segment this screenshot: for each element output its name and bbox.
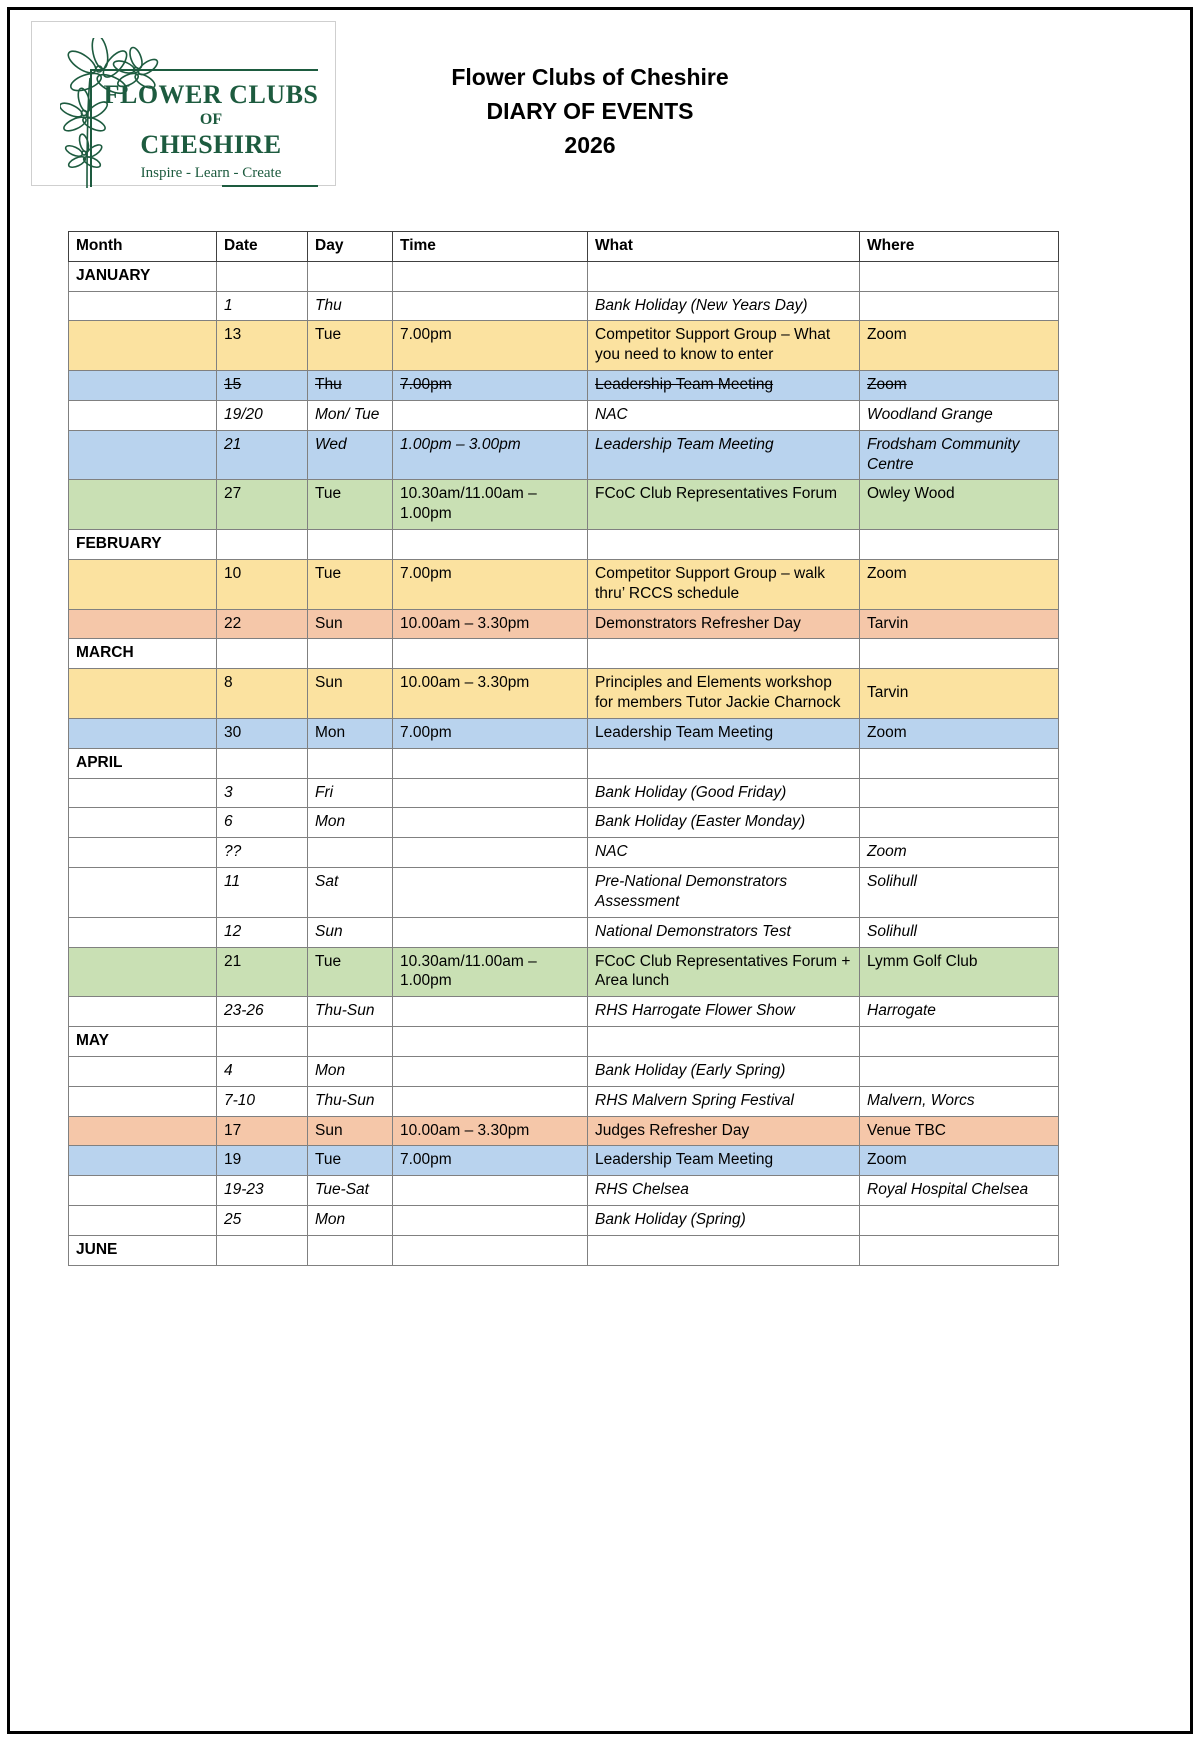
cell-day: Mon [308, 718, 393, 748]
cell-time: 7.00pm [393, 321, 588, 371]
cell-time [393, 917, 588, 947]
cell-time: 7.00pm [393, 371, 588, 401]
cell-what [588, 1027, 860, 1057]
cell-where: Royal Hospital Chelsea [860, 1176, 1059, 1206]
cell-date: 17 [217, 1116, 308, 1146]
cell-date: 13 [217, 321, 308, 371]
cell-what: Bank Holiday (New Years Day) [588, 291, 860, 321]
cell-time [393, 808, 588, 838]
cell-what: NAC [588, 838, 860, 868]
cell-where [860, 530, 1059, 560]
cell-month [69, 838, 217, 868]
table-row [69, 1176, 1059, 1206]
cell-time [393, 868, 588, 918]
cell-time: 7.00pm [393, 1146, 588, 1176]
cell-day: Thu [308, 371, 393, 401]
cell-where [860, 291, 1059, 321]
table-row [69, 838, 1059, 868]
cell-time: 1.00pm – 3.00pm [393, 430, 588, 480]
cell-where: Zoom [860, 718, 1059, 748]
cell-day: Thu-Sun [308, 1086, 393, 1116]
cell-date [217, 530, 308, 560]
cell-where [860, 808, 1059, 838]
cell-day: Sun [308, 1116, 393, 1146]
cell-month [69, 868, 217, 918]
table-row [69, 1056, 1059, 1086]
table-row [69, 291, 1059, 321]
column-header-day: Day [308, 232, 393, 262]
cell-time [393, 1027, 588, 1057]
logo-line-2: OF [199, 111, 223, 128]
cell-where: Tarvin [860, 609, 1059, 639]
logo-tagline: Inspire - Learn - Create [140, 165, 282, 181]
logo-line-1: FLOWER CLUBS [103, 80, 319, 109]
cell-month: APRIL [69, 748, 217, 778]
cell-time: 7.00pm [393, 559, 588, 609]
cell-what [588, 639, 860, 669]
cell-date: 11 [217, 868, 308, 918]
cell-time [393, 1086, 588, 1116]
table-row [69, 1205, 1059, 1235]
table-row [69, 947, 1059, 997]
cell-day [308, 748, 393, 778]
cell-month [69, 480, 217, 530]
cell-time: 10.00am – 3.30pm [393, 1116, 588, 1146]
cell-date: 19-23 [217, 1176, 308, 1206]
title-line-3: 2026 [564, 132, 616, 158]
cell-where [860, 778, 1059, 808]
cell-month [69, 400, 217, 430]
cell-date: 7-10 [217, 1086, 308, 1116]
cell-time: 7.00pm [393, 718, 588, 748]
cell-time [393, 291, 588, 321]
cell-month [69, 997, 217, 1027]
cell-month: FEBRUARY [69, 530, 217, 560]
cell-what: National Demonstrators Test [588, 917, 860, 947]
cell-time [393, 1056, 588, 1086]
cell-what: Demonstrators Refresher Day [588, 609, 860, 639]
table-row [69, 321, 1059, 371]
cell-what: Leadership Team Meeting [588, 1146, 860, 1176]
cell-time [393, 400, 588, 430]
cell-time [393, 639, 588, 669]
cell-month: JANUARY [69, 261, 217, 291]
cell-date [217, 1235, 308, 1265]
cell-month [69, 917, 217, 947]
cell-what [588, 530, 860, 560]
table-row [69, 559, 1059, 609]
cell-where: Zoom [860, 559, 1059, 609]
cell-date: 1 [217, 291, 308, 321]
cell-day: Sun [308, 917, 393, 947]
cell-what: Leadership Team Meeting [588, 430, 860, 480]
cell-day: Tue [308, 1146, 393, 1176]
cell-time: 10.30am/11.00am – 1.00pm [393, 480, 588, 530]
cell-date: 3 [217, 778, 308, 808]
table-row [69, 400, 1059, 430]
cell-time [393, 530, 588, 560]
cell-date: 30 [217, 718, 308, 748]
table-header-row [69, 232, 1059, 262]
cell-time [393, 778, 588, 808]
cell-month [69, 718, 217, 748]
cell-where: Harrogate [860, 997, 1059, 1027]
table-row [69, 808, 1059, 838]
cell-day: Mon/ Tue [308, 400, 393, 430]
table-row [69, 1116, 1059, 1146]
cell-date [217, 261, 308, 291]
cell-month [69, 609, 217, 639]
cell-where [860, 1235, 1059, 1265]
cell-month: MAY [69, 1027, 217, 1057]
cell-time: 10.00am – 3.30pm [393, 669, 588, 719]
cell-what: Competitor Support Group – What you need to know to enter [588, 321, 860, 371]
cell-month: JUNE [69, 1235, 217, 1265]
table-row [69, 997, 1059, 1027]
cell-month [69, 1056, 217, 1086]
cell-day: Tue [308, 559, 393, 609]
cell-where: Woodland Grange [860, 400, 1059, 430]
cell-date: 6 [217, 808, 308, 838]
cell-what: FCoC Club Representatives Forum + Area lunch [588, 947, 860, 997]
page-title [340, 60, 840, 162]
cell-where: Zoom [860, 371, 1059, 401]
cell-date: 27 [217, 480, 308, 530]
cell-day: Fri [308, 778, 393, 808]
diary-of-events-table [68, 231, 1059, 1266]
cell-date [217, 1027, 308, 1057]
cell-what: Competitor Support Group – walk thru’ RCCS schedule [588, 559, 860, 609]
cell-what: Leadership Team Meeting [588, 718, 860, 748]
month-heading-row [69, 261, 1059, 291]
cell-time: 10.30am/11.00am – 1.00pm [393, 947, 588, 997]
cell-what: FCoC Club Representatives Forum [588, 480, 860, 530]
cell-day: Sun [308, 609, 393, 639]
cell-month [69, 430, 217, 480]
cell-what [588, 748, 860, 778]
cell-month [69, 1086, 217, 1116]
cell-where [860, 639, 1059, 669]
cell-day: Mon [308, 808, 393, 838]
cell-date: 22 [217, 609, 308, 639]
cell-what: Principles and Elements workshop for members Tutor Jackie Charnock [588, 669, 860, 719]
cell-where: Zoom [860, 1146, 1059, 1176]
title-line-1: Flower Clubs of Cheshire [451, 64, 729, 90]
column-header-date: Date [217, 232, 308, 262]
table-row [69, 1086, 1059, 1116]
cell-what: RHS Malvern Spring Festival [588, 1086, 860, 1116]
cell-day [308, 530, 393, 560]
cell-where: Tarvin [860, 669, 1059, 719]
month-heading-row [69, 748, 1059, 778]
cell-day [308, 1235, 393, 1265]
cell-time [393, 997, 588, 1027]
cell-month [69, 321, 217, 371]
document-header [0, 0, 1200, 210]
cell-month [69, 559, 217, 609]
cell-day: Tue-Sat [308, 1176, 393, 1206]
month-heading-row [69, 1027, 1059, 1057]
column-header-where: Where [860, 232, 1059, 262]
cell-what: NAC [588, 400, 860, 430]
cell-day: Sun [308, 669, 393, 719]
cell-time [393, 838, 588, 868]
cell-where [860, 1205, 1059, 1235]
cell-date: 21 [217, 430, 308, 480]
column-header-month: Month [69, 232, 217, 262]
cell-month: MARCH [69, 639, 217, 669]
cell-month [69, 1176, 217, 1206]
cell-what: Bank Holiday (Early Spring) [588, 1056, 860, 1086]
cell-month [69, 291, 217, 321]
cell-month [69, 1146, 217, 1176]
cell-date: 12 [217, 917, 308, 947]
cell-day [308, 838, 393, 868]
cell-day: Tue [308, 321, 393, 371]
cell-where: Venue TBC [860, 1116, 1059, 1146]
cell-what: RHS Harrogate Flower Show [588, 997, 860, 1027]
table-row [69, 1146, 1059, 1176]
cell-date: 23-26 [217, 997, 308, 1027]
cell-where [860, 1056, 1059, 1086]
cell-date: 25 [217, 1205, 308, 1235]
fcoc-logo [31, 21, 336, 186]
cell-where: Lymm Golf Club [860, 947, 1059, 997]
cell-what: Judges Refresher Day [588, 1116, 860, 1146]
cell-time [393, 1176, 588, 1206]
cell-what: Bank Holiday (Good Friday) [588, 778, 860, 808]
logo-line-3: CHESHIRE [140, 130, 282, 159]
cell-date: 19 [217, 1146, 308, 1176]
cell-date: 21 [217, 947, 308, 997]
cell-month [69, 1116, 217, 1146]
cell-where: Owley Wood [860, 480, 1059, 530]
logo-rule-top [90, 69, 318, 71]
cell-month [69, 1205, 217, 1235]
cell-where: Solihull [860, 917, 1059, 947]
cell-day: Mon [308, 1056, 393, 1086]
table-row [69, 430, 1059, 480]
cell-date [217, 639, 308, 669]
month-heading-row [69, 639, 1059, 669]
month-heading-row [69, 530, 1059, 560]
cell-where: Solihull [860, 868, 1059, 918]
table-row [69, 778, 1059, 808]
cell-day: Tue [308, 947, 393, 997]
logo-wordmark [92, 80, 330, 184]
cell-what: Bank Holiday (Easter Monday) [588, 808, 860, 838]
cell-time [393, 261, 588, 291]
cell-where: Frodsham Community Centre [860, 430, 1059, 480]
cell-where: Malvern, Worcs [860, 1086, 1059, 1116]
table-body [69, 261, 1059, 1265]
cell-where: Zoom [860, 838, 1059, 868]
cell-date [217, 748, 308, 778]
cell-date: 10 [217, 559, 308, 609]
table-row [69, 480, 1059, 530]
cell-date: 8 [217, 669, 308, 719]
cell-date: 19/20 [217, 400, 308, 430]
cell-where [860, 748, 1059, 778]
cell-day: Tue [308, 480, 393, 530]
cell-date: 4 [217, 1056, 308, 1086]
cell-time [393, 1205, 588, 1235]
cell-day [308, 261, 393, 291]
table-header [69, 232, 1059, 262]
cell-what: Leadership Team Meeting [588, 371, 860, 401]
cell-day [308, 1027, 393, 1057]
cell-what: Pre-National Demonstrators Assessment [588, 868, 860, 918]
logo-rule-bottom [222, 185, 318, 187]
cell-month [69, 808, 217, 838]
cell-month [69, 371, 217, 401]
cell-what [588, 261, 860, 291]
cell-month [69, 669, 217, 719]
cell-where [860, 261, 1059, 291]
cell-time [393, 1235, 588, 1265]
column-header-time: Time [393, 232, 588, 262]
cell-what: RHS Chelsea [588, 1176, 860, 1206]
cell-day: Thu-Sun [308, 997, 393, 1027]
cell-month [69, 947, 217, 997]
cell-month [69, 778, 217, 808]
table-row [69, 609, 1059, 639]
cell-day: Sat [308, 868, 393, 918]
cell-where: Zoom [860, 321, 1059, 371]
cell-day: Wed [308, 430, 393, 480]
cell-time: 10.00am – 3.30pm [393, 609, 588, 639]
column-header-what: What [588, 232, 860, 262]
cell-day: Thu [308, 291, 393, 321]
cell-where [860, 1027, 1059, 1057]
title-line-2: DIARY OF EVENTS [486, 98, 694, 124]
cell-time [393, 748, 588, 778]
cell-date: ?? [217, 838, 308, 868]
table-row [69, 718, 1059, 748]
table-row [69, 371, 1059, 401]
cell-date: 15 [217, 371, 308, 401]
table-row [69, 868, 1059, 918]
cell-what [588, 1235, 860, 1265]
cell-day: Mon [308, 1205, 393, 1235]
cell-day [308, 639, 393, 669]
table-row [69, 669, 1059, 719]
month-heading-row [69, 1235, 1059, 1265]
table-row [69, 917, 1059, 947]
cell-what: Bank Holiday (Spring) [588, 1205, 860, 1235]
